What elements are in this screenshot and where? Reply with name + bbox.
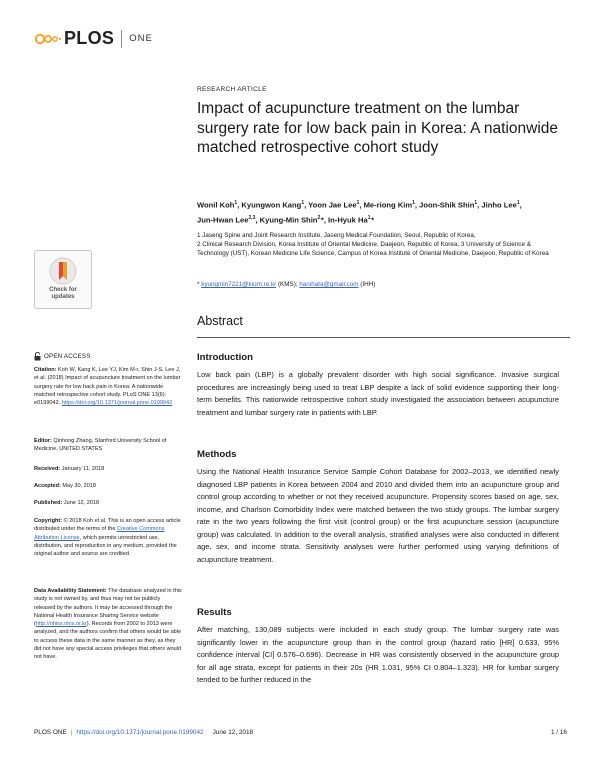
logo-journal: ONE <box>129 33 153 44</box>
copyright-block <box>34 517 182 558</box>
check-label-2: updates <box>51 293 75 300</box>
data-availability-label: Data Availability Statement: <box>34 588 107 594</box>
data-availability-text-2: ). Records from 2002 to 2013 were analyzed, and the authors confirm that others would be able to access these data in the same manner as they, as they did not have any special access privileges that others would not have. <box>34 621 182 661</box>
copyright-text-2: , which permits unrestricted use, distribution, and reproduction in any medium, provided the original author and source are credited. <box>34 534 177 558</box>
footer-date: June 12, 2018 <box>212 729 254 736</box>
nhiss-link[interactable]: http://nhiss.nhis.or.kr <box>35 621 87 628</box>
citation-text: Koh W, Kang K, Lee YJ, Kim M-r, Shin J-S, Lee J, et al. (2018) Impact of acupuncture treatment on the lumbar surgery rate for low back pain in Korea: A nationwide matched retrospective cohort study. PLoS ONE 13(6): e0199042. <box>34 367 181 407</box>
plos-rings-icon <box>34 30 62 48</box>
author-list: Wonil Koh$^1$, Kyungwon Kang$^1$, Yoon Jae Lee$^1$, Me-riong Kim$^1$, Joon-Shik Shin$^1$, Jinho Lee$^1$, Jun-Hwan Lee$^{2,3}$, Kyung-Min Shin$^2$ *, In-Hyuk Ha$^1$ * <box>197 200 522 225</box>
published-date: June 12, 2018 <box>62 500 100 506</box>
open-lock-icon <box>34 352 41 361</box>
abstract-heading: Abstract <box>197 314 243 328</box>
citation-doi-link[interactable]: https://doi.org/10.1371/journal.pone.0199042 <box>61 400 173 407</box>
corresponding-authors <box>197 281 497 288</box>
corresponding-suffix: (IHH) <box>358 281 376 288</box>
introduction-heading: Introduction <box>197 352 253 363</box>
affiliations <box>197 231 552 259</box>
article-title: Impact of acupuncture treatment on the lumbar surgery rate for low back pain in Korea: A nationwide matched retrospective cohort study <box>197 100 559 156</box>
abstract-divider <box>197 337 570 338</box>
published-block <box>34 499 182 507</box>
methods-heading: Methods <box>197 449 237 460</box>
editor-block <box>34 437 182 454</box>
results-text: After matching, 130,089 subjects were included in each study group. The lumbar surgery rate was significantly lower in the acupuncture group than in the control group (hazard ratio [HR] 0.633, 95% confidence interval [CI] 0.576–0.696). Decrease in HR was consistently observed in the acupuncture group for all age strata, except for patients in their 20s (HR 1.031, 95% CI 0.804–1.323). HR for lumbar surgery tended to be further reduced in the <box>197 625 559 684</box>
citation-label: Citation: <box>34 367 57 373</box>
accepted-date: May 30, 2018 <box>60 483 96 489</box>
published-label: Published: <box>34 500 63 506</box>
bookmark-icon <box>48 256 78 286</box>
plos-one-logo[interactable] <box>34 28 153 49</box>
received-block <box>34 465 182 473</box>
copyright-text: © 2018 Koh et al. This is an open access article distributed under the terms of the <box>34 518 181 533</box>
corresponding-mid: (KMS); <box>276 281 300 288</box>
affiliation-2: 2 Clinical Research Division, Korea Institute of Oriental Medicine, Daejeon, Republic of Korea, 3 University of Science & Technology (UST), Korean Medicine Life Science, Campus of Korea Institute of Oriental Medicine, Daejeon, Republic of Korea <box>197 241 549 258</box>
editor-text: Qinhong Zhang, Stanford University School of Medicine, UNITED STATES <box>34 438 167 453</box>
page-number: 1 / 16 <box>551 729 567 736</box>
affiliation-1: 1 Jaseng Spine and Joint Research Institute, Jaseng Medical Foundation, Seoul, Republic of Korea, <box>197 232 476 239</box>
data-availability-block <box>34 587 182 662</box>
received-label: Received: <box>34 466 61 472</box>
citation-block <box>34 366 182 407</box>
logo-brand: PLOS <box>64 28 115 48</box>
page-footer <box>34 729 567 736</box>
footer-journal: PLOS ONE <box>34 729 67 736</box>
introduction-text: Low back pain (LBP) is a globally prevalent disorder with high social significance. Invasive surgical procedures are increasingly being used to treat LBP despite a lack of solid evidence supporting their long-term benefits. This nationwide retrospective cohort study investigated the association between acupuncture treatment and lumbar surgery rate in patients with LBP. <box>197 370 559 417</box>
check-for-updates-badge[interactable] <box>34 250 92 309</box>
footer-doi-link[interactable]: https://doi.org/10.1371/journal.pone.0199042 <box>76 729 204 736</box>
copyright-label: Copyright: <box>34 518 63 524</box>
received-date: January 11, 2018 <box>60 466 105 472</box>
logo-divider <box>121 30 122 48</box>
methods-text: Using the National Health Insurance Service Sample Cohort Database for 2002–2013, we identified newly diagnosed LBP patients in Korea between 2004 and 2010 and divided them into an acupuncture group and control group according to whether or not they received acupuncture. Propensity scores based on age, sex, income, and Charlson Comorbidity Index were matched between the two study groups. The lumbar surgery rate in the two years following the first visit (control group) or the first acupuncture session (acupuncture group) was calculated. In addition to the overall analysis, stratified analyses were also conducted in different age, sex, and income strata. Sensitivity analyses were further performed using varying definitions of acupuncture treatment. <box>197 467 559 564</box>
email-link-kms[interactable]: kyungmin7221@kiom.re.kr <box>201 281 277 288</box>
footer-separator: | <box>70 729 73 736</box>
accepted-block <box>34 482 182 490</box>
open-access-label <box>34 352 91 361</box>
editor-label: Editor: <box>34 438 52 444</box>
data-availability-text: The database analyzed in this study is not owned by, and thus may not be publicly released by the authors. It may be accessed through the National Health Insurance Sharing Service website ( <box>34 588 182 628</box>
open-access-text: OPEN ACCESS <box>44 353 91 360</box>
email-link-ihh[interactable]: hanihata@gmail.com <box>299 281 359 288</box>
corresponding-star: * <box>197 281 202 288</box>
accepted-label: Accepted: <box>34 483 61 489</box>
article-type: RESEARCH ARTICLE <box>197 86 267 93</box>
cc-license-link[interactable]: Creative Commons Attribution License <box>34 526 165 541</box>
check-label-1: Check for <box>49 287 77 293</box>
results-heading: Results <box>197 607 232 618</box>
